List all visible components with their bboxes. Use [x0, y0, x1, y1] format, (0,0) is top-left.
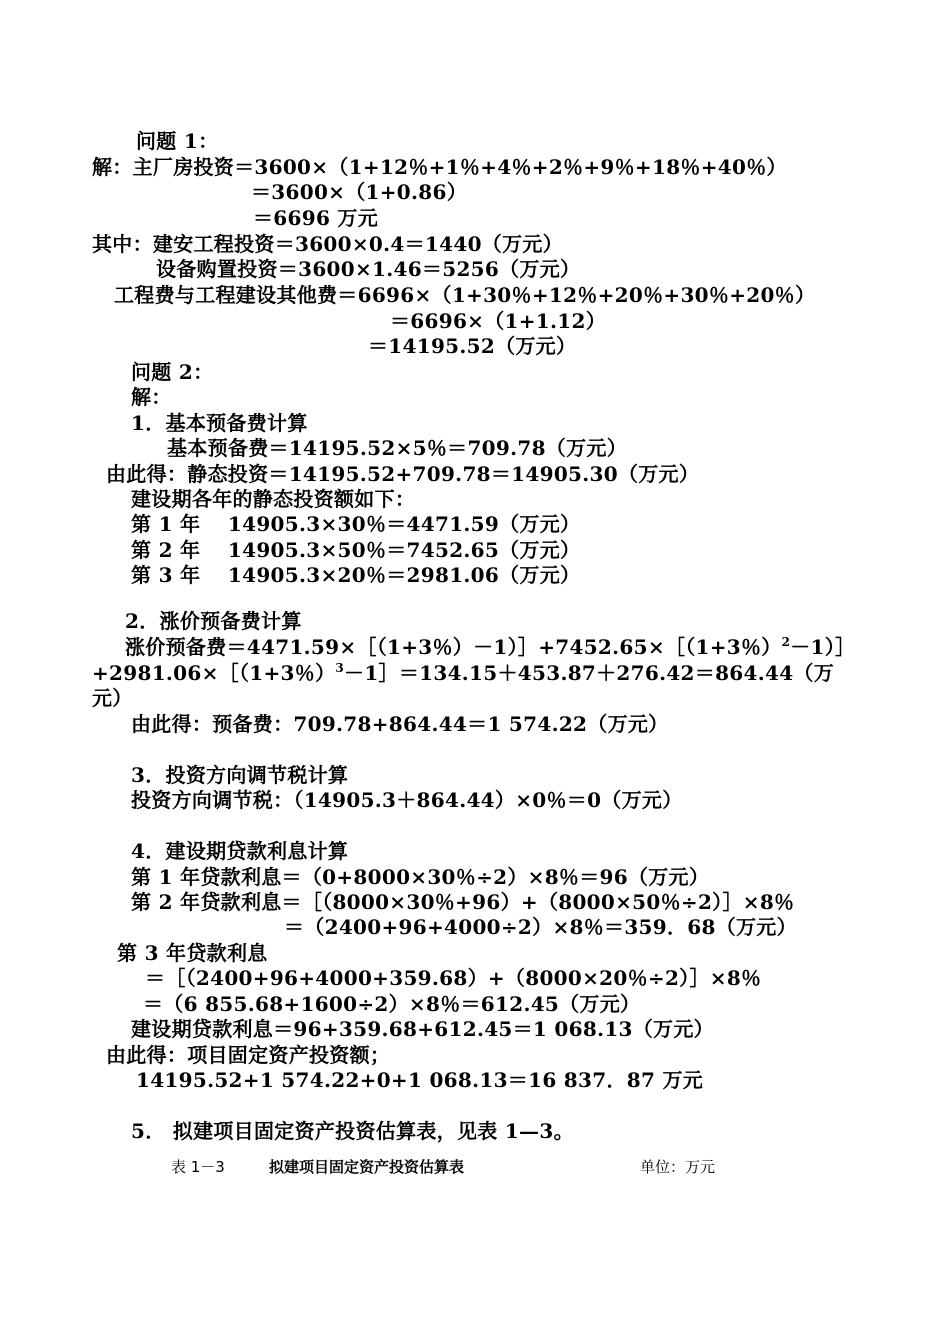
s1-line-2: 由此得：静态投资＝14195.52+709.78＝14905.30（万元） [106, 462, 700, 486]
q1-line-3: ＝6696 万元 [253, 206, 379, 230]
s2-title: 2．涨价预备费计算 [125, 609, 302, 633]
table-caption-unit: 单位：万元 [640, 1158, 716, 1176]
s4-line-2: 第 2 年贷款利息＝［（8000×30％+96）+（8000×50％÷2）］×8％ [131, 890, 795, 914]
s3-title: 3．投资方向调节税计算 [131, 763, 349, 787]
s2-line-1: 涨价预备费＝4471.59×［（1+3％）－1）］+7452.65×［（1+3％）$^2$－1）］ [125, 635, 856, 659]
q1-line-6: 工程费与工程建设其他费＝6696×（1+30％+12％+20％+30％+20％） [114, 283, 816, 307]
q1-line-2: ＝3600×（1+0.86） [251, 180, 468, 204]
s4-line-5: ＝［（2400+96+4000+359.68）+（8000×20％÷2）］×8％ [145, 966, 762, 990]
table-caption-title: 拟建项目固定资产投资估算表 [269, 1158, 465, 1176]
s4-line-8: 由此得：项目固定资产投资额； [106, 1043, 391, 1067]
s1-year-2: 第 2 年 14905.3×50％＝7452.65（万元） [131, 538, 581, 562]
table-caption-label: 表 1－3 [171, 1158, 225, 1176]
q1-line-1: 解：主厂房投资＝3600×（1+12％+1％+4％+2％+9％+18％+40％） [92, 155, 787, 179]
s5-title: 5． 拟建项目固定资产投资估算表，见表 1—3。 [131, 1119, 574, 1143]
s4-line-4: 第 3 年贷款利息 [117, 941, 268, 965]
s4-line-6: ＝（6 855.68+1600÷2）×8％＝612.45（万元） [143, 992, 641, 1016]
s1-line-1: 基本预备费＝14195.52×5％＝709.78（万元） [167, 436, 627, 460]
s1-year-1: 第 1 年 14905.3×30％＝4471.59（万元） [131, 512, 581, 536]
q2-jie: 解： [131, 385, 172, 409]
s1-line-3: 建设期各年的静态投资额如下： [131, 487, 416, 511]
s2-line-4: 由此得：预备费：709.78+864.44＝1 574.22（万元） [131, 712, 669, 736]
s3-line-1: 投资方向调节税：（14905.3＋864.44）×0％＝0（万元） [131, 788, 683, 812]
q2-title: 问题 2： [131, 360, 214, 384]
s4-line-1: 第 1 年贷款利息＝（0+8000×30％÷2）×8％＝96（万元） [131, 865, 710, 889]
q1-line-4: 其中：建安工程投资＝3600×0.4＝1440（万元） [92, 232, 563, 256]
s1-title: 1．基本预备费计算 [131, 411, 308, 435]
s1-year-3: 第 3 年 14905.3×20％＝2981.06（万元） [131, 563, 581, 587]
q1-title: 问题 1： [136, 129, 219, 153]
s4-line-3: ＝（2400+96+4000÷2）×8％＝359．68（万元） [284, 915, 797, 939]
s4-line-7: 建设期贷款利息＝96+359.68+612.45＝1 068.13（万元） [131, 1017, 714, 1041]
s2-line-2: +2981.06×［（1+3％）$^3$－1］＝134.15＋453.87＋276.42＝864.44（万 [92, 661, 835, 685]
q1-line-7: ＝6696×（1+1.12） [390, 309, 607, 333]
s4-line-9: 14195.52+1 574.22+0+1 068.13＝16 837．87 万元 [136, 1068, 704, 1092]
q1-line-5: 设备购置投资＝3600×1.46＝5256（万元） [156, 257, 581, 281]
s4-title: 4．建设期贷款利息计算 [131, 839, 349, 863]
q1-line-8: ＝14195.52（万元） [368, 334, 577, 358]
s2-line-3: 元） [92, 686, 133, 710]
